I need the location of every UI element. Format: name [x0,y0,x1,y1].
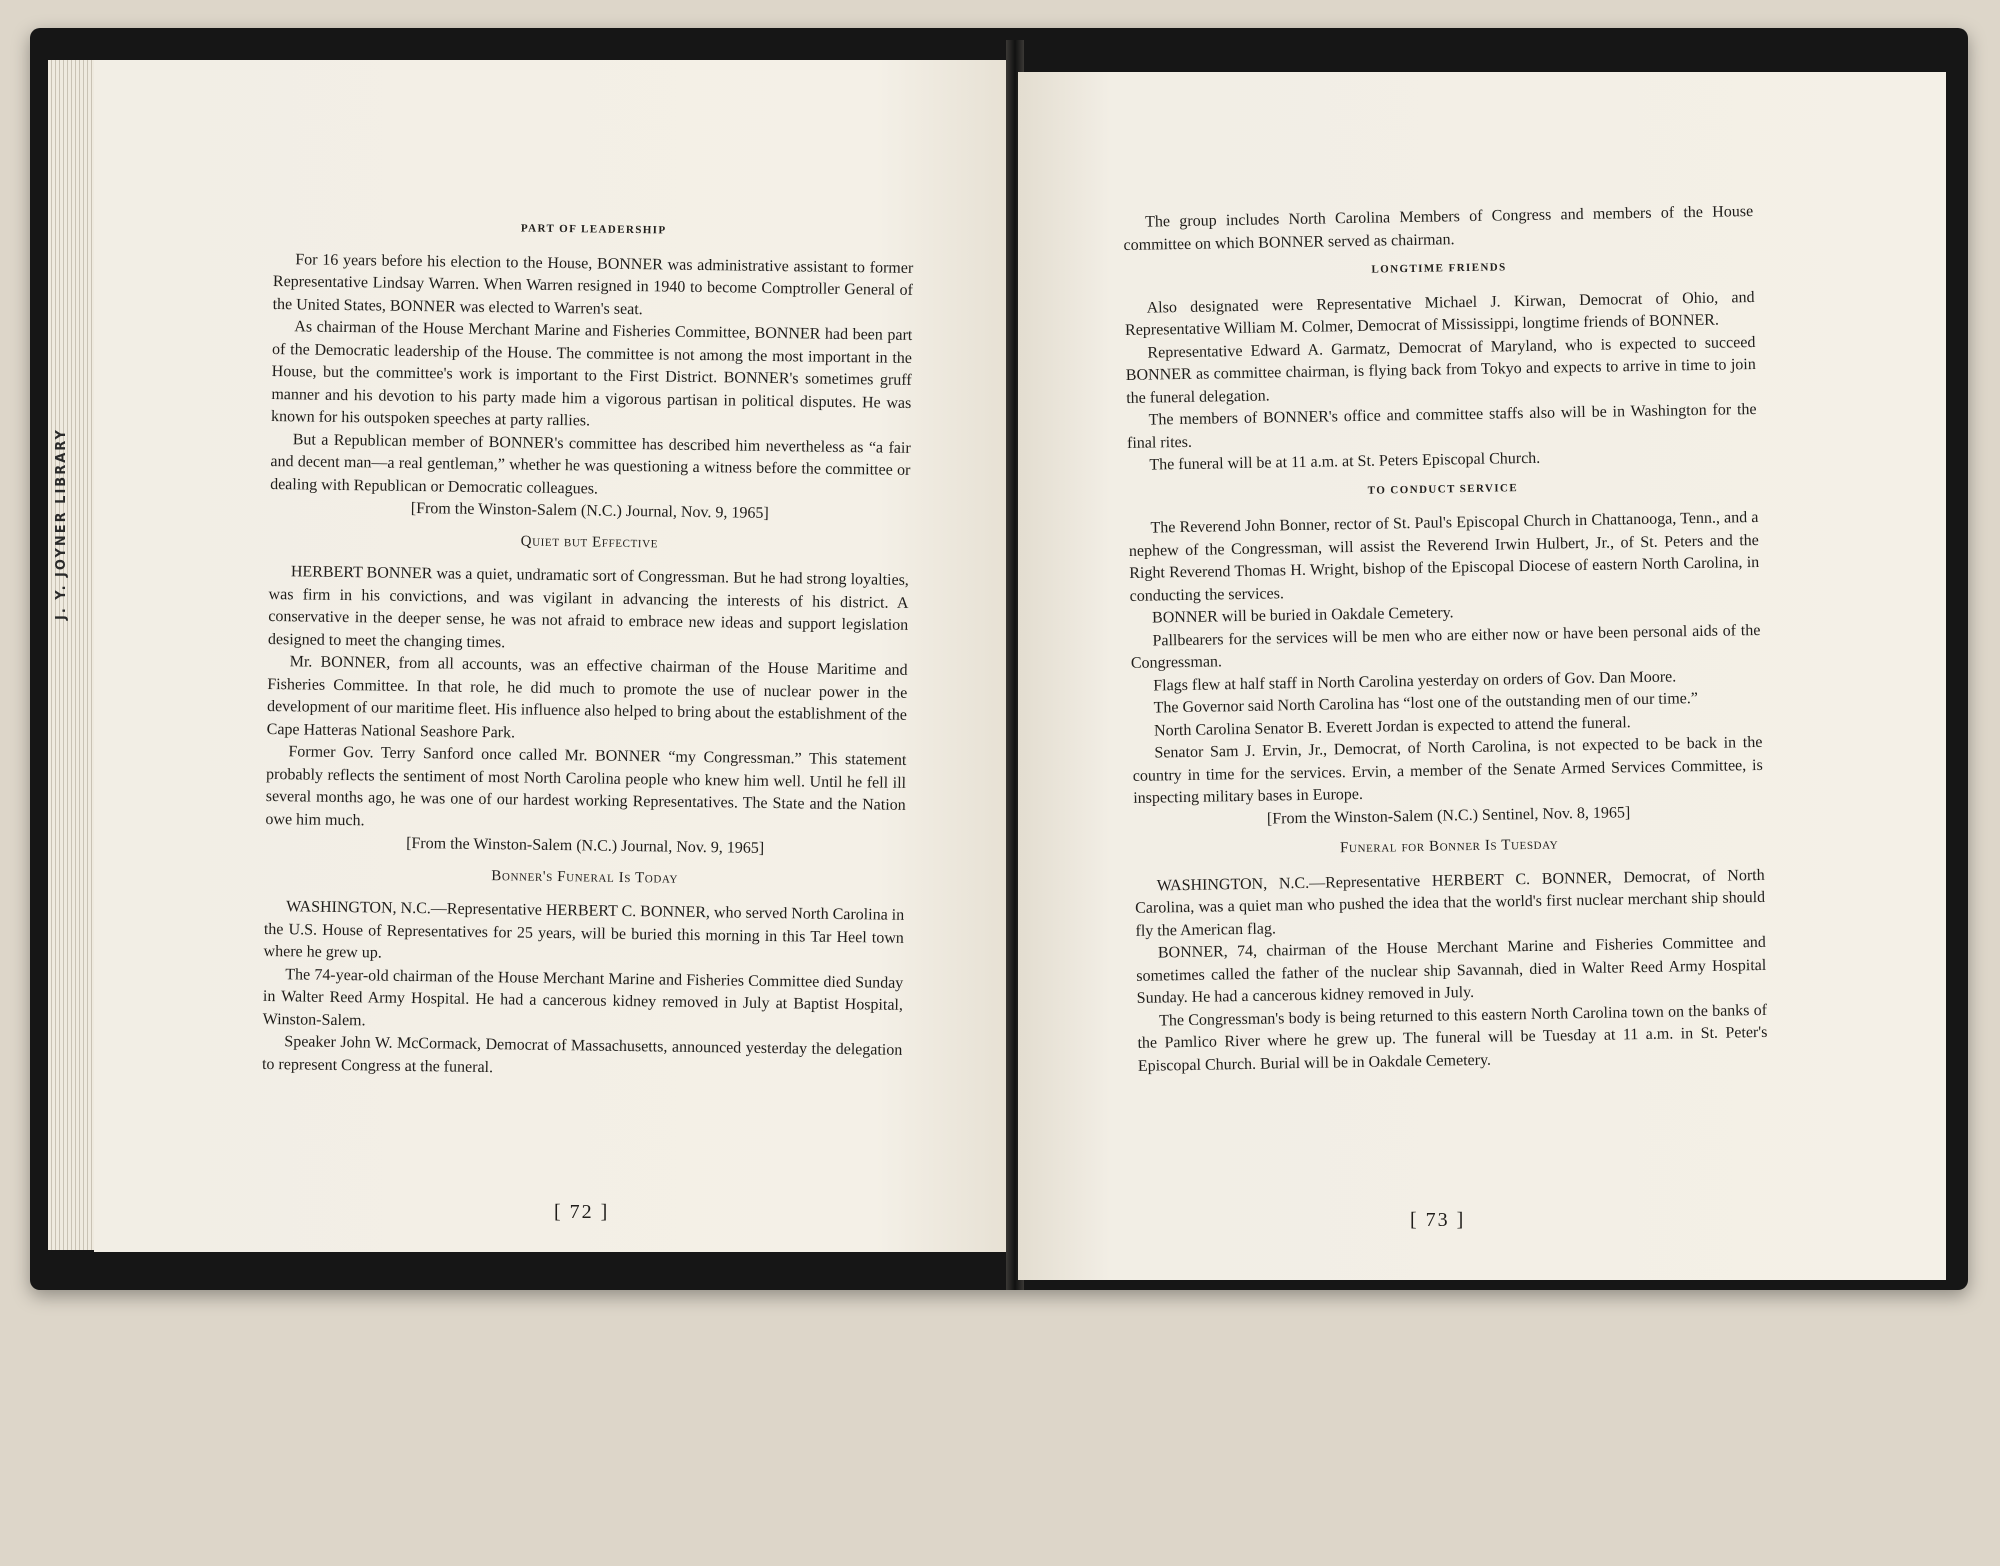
heading-bonners-funeral: Bonner's Funeral Is Today [491,867,679,887]
paragraph: Mr. BONNER, from all accounts, was an effective chairman of the House Maritime and Fisheries Committee. In that role, he did much to promote the use of nuclear power in the development of our maritime fleet. His influence also helped to bring about the establishment of the Cape Hatteras National Seashore Park. [266,653,908,741]
paragraph: The group includes North Carolina Members of Congress and members of the House committee on which BONNER served as chairman. [1123,203,1754,254]
page-number-right: [ 73 ] [1410,1209,1466,1231]
paragraph: The Governor said North Carolina has “lost one of the outstanding men of our time.” [1153,690,1699,717]
heading-funeral-for-bonner: Funeral for Bonner Is Tuesday [1339,836,1559,857]
source-citation: [From the Winston-Salem (N.C.) Journal, Nov. 9, 1965] [410,499,769,522]
paragraph: As chairman of the House Merchant Marine and Fisheries Committee, BONNER had been part of the Democratic leadership of the House. The committee is not among the most important in the House, but the committee's work is important to the First District. BONNER's sometimes gruff manner and his devotion to his party made him a vigorous partisan in political disputes. He was known for his outspoken speeches at party rallies. [270,318,913,430]
paragraph: BONNER, 74, chairman of the House Merchant Marine and Fisheries Committee and sometimes called the father of the nuclear ship Savannah, died in Walter Reed Army Hospital Sunday. He had a cancerous kidney removed in July. [1136,933,1767,1007]
paragraph: Flags flew at half staff in North Carolina yesterday on orders of Gov. Dan Moore. [1153,667,1677,695]
paragraph: Former Gov. Terry Sanford once called Mr. BONNER “my Congressman.” This statement probably reflects the sentiment of most North Carolina people who knew him well. Until he fell ill several months ago, he was one of our hardest working Representatives. The State and the Nation owe him much. [265,743,907,829]
left-page-text [262,208,914,1085]
paragraph: But a Republican member of BONNER's committee has described him nevertheless as “a fair and decent man—a real gentleman,” whether he was questioning a witness before the committee or dealing with Republican or Democratic colleagues. [270,430,911,498]
paragraph: The members of BONNER's office and committee staffs also will be in Washington for the final rites. [1126,400,1757,452]
paragraph: Senator Sam J. Ervin, Jr., Democrat, of North Carolina, is not expected to be back in the country in time for the services. Ervin, a member of the Senate Armed Services Committee, is inspecting military bases in Europe. [1132,733,1763,807]
left-page [94,60,1014,1252]
right-page-text [1123,201,1768,1078]
paragraph: Representative Edward A. Garmatz, Democrat of Maryland, who is expected to succeed BONNER as committee chairman, is flying back from Tokyo and expects to arrive in time to join the funeral delegation. [1125,333,1756,407]
paragraph: BONNER will be buried in Oakdale Cemetery. [1151,604,1454,627]
paragraph: Also designated were Representative Michael J. Kirwan, Democrat of Ohio, and Representative William M. Colmer, Democrat of Mississippi, longtime friends of BONNER. [1124,288,1755,339]
paragraph: North Carolina Senator B. Everett Jordan is expected to attend the funeral. [1153,713,1631,740]
source-citation: [From the Winston-Salem (N.C.) Sentinel, Nov. 8, 1965] [1266,803,1631,828]
paragraph: WASHINGTON, N.C.—Representative HERBERT C. BONNER, who served North Carolina in the U.S. House of Representatives for 25 years, will be buried this morning in this Tar Heel town where he grew up. [263,898,905,962]
heading-part-of-leadership: PART OF LEADERSHIP [520,222,667,237]
heading-quiet-but-effective: Quiet but Effective [520,532,659,551]
page-edges [48,60,94,1250]
page-number-left: [ 72 ] [554,1201,610,1223]
paragraph: The Congressman's body is being returned to this eastern North Carolina town on the banks of the Pamlico River where he grew up. The funeral will be Tuesday at 11 a.m. in St. Peter's Episcopal Church. Burial will be in Oakdale Cemetery. [1137,1001,1768,1075]
paragraph: For 16 years before his election to the House, BONNER was administrative assistant to former Representative Lindsay Warren. When Warren resigned in 1940 to become Comptroller General of the United States, BONNER was elected to Warren's seat. [272,250,914,318]
paragraph: The funeral will be at 11 a.m. at St. Peters Episcopal Church. [1149,449,1541,474]
paragraph: The Reverend John Bonner, rector of St. Paul's Episcopal Church in Chattanooga, Tenn., and a nephew of the Congressman, will assist the Reverend Irwin Hulbert, Jr., of St. Peters and the Right Reverend Thomas H. Wright, bishop of the Episcopal Diocese of eastern North Carolina, in conducting the services. [1128,508,1760,605]
paragraph: WASHINGTON, N.C.—Representative HERBERT C. BONNER, Democrat, of North Carolina, was a quiet man who pushed the idea that the world's first nuclear merchant ship should fly the American flag. [1135,866,1766,940]
heading-longtime-friends: LONGTIME FRIENDS [1371,261,1507,276]
paragraph: HERBERT BONNER was a quiet, undramatic sort of Congressman. But he had strong loyalties, was firm in his convictions, and was vigilant in advancing the interests of his district. A conservative in the deeper sense, he was not afraid to embrace new ideas and support legislation designed to meet the changing times. [267,563,909,651]
library-stamp: J. Y. JOYNER LIBRARY [54,428,69,620]
paragraph: The 74-year-old chairman of the House Merchant Marine and Fisheries Committee died Sunday in Walter Reed Army Hospital. He had a cancerous kidney removed in July at Baptist Hospital, Winston-Salem. [262,965,904,1029]
paragraph: Speaker John W. McCormack, Democrat of Massachusetts, announced yesterday the delegation to represent Congress at the funeral. [261,1033,903,1076]
right-page [1018,72,1946,1280]
paragraph: Pallbearers for the services will be men who are either now or have been personal aids of the Congressman. [1130,621,1761,672]
heading-to-conduct-service: TO CONDUCT SERVICE [1367,481,1519,497]
source-citation: [From the Winston-Salem (N.C.) Journal, Nov. 9, 1965] [406,834,765,857]
